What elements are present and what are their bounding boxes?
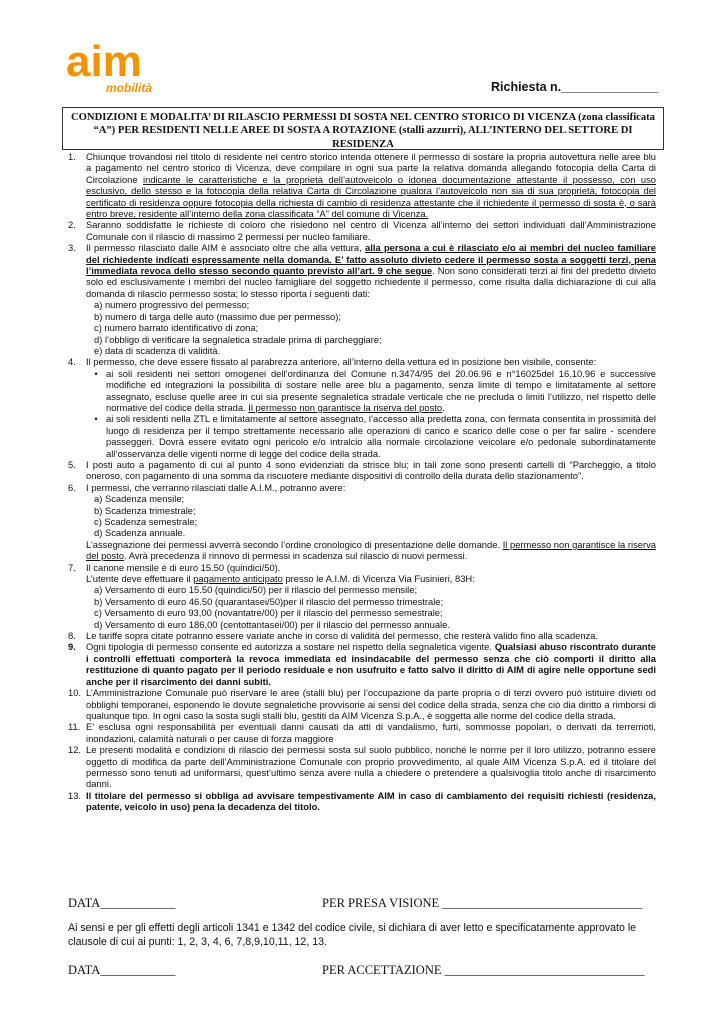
item-6: 6. I permessi, che verranno rilasciati dalle A.I.M., potranno avere: [68, 481, 346, 493]
item-4: 4. Il permesso, che deve essere fissato al parabrezza anteriore, all’interno della vettura ed in posizione ben visibile, consente: [68, 356, 597, 368]
signature-presa-visione [68, 896, 660, 911]
item-5: 5. I posti auto a pagamento di cui al punto 4 sono evidenziati da strisce blu; in tali zone sono presenti cartelli di “Parcheggio, a titolo oneroso, con pagamento di una somma da riscuotere mediante dispositivi di controllo della durata dello stazionamento”. [68, 458, 656, 482]
item-12: 12. Le presenti modalità e condizioni di rilascio dei permessi sosta sul suolo pubblico, nonché le norme per il loro utilizzo, potranno essere oggetto di modifica da parte dell’Amministrazione Comunale con proprio provvedimento, al quale AIM Vicenza S.p.A. ed il titolare del permesso sono tenuti ad uniformarsi, quest’ultimo senza avere nulla a chiedere o pretendere a qualsivoglia titolo anche di risarcimento danni. [68, 744, 656, 790]
item-3: 3. Il permesso rilasciato dalle AIM è associato oltre che alla vettura, alla persona a cui è rilasciato e/o ai membri del nucleo familiare del richiedente indicati espressamente nella domanda. E’ fatto assoluto divieto cedere il permesso sosta a soggetti terzi, pena l’immediata revoca dello stesso secondo quanto previsto all’art. 9 che segue. Non sono considerati terzi ai fini del predetto divieto solo ed esclusivamente i membri del nucleo famigliare del soggetto richiedente il permesso, come risulta dalla dichiarazione di cui alla domanda di rilascio permesso sosta; lo stesso riporta i seguenti dati: [68, 242, 657, 299]
item-7-list: a) Versamento di euro 15.50 (quindici/50) per il rilascio del permesso mensile; b) Versamento di euro 46.50 (quarantasei/50)per il rilascio del permesso trimestrale; c) Versamento di euro 93,00 (novantatre/00) per il rilascio del permesso semestrale; d) Versamento di euro 186,00 (centottantasei/00) per il rilascio del permesso annuale. [94, 584, 450, 630]
item-10: 10. L’Amministrazione Comunale può riservare le aree (stalli blu) per l’occupazione da parte propria o di terzi ovvero può istituire divieti od obblighi temporanei, esponendo le dovute segnaletiche provvisorie ai sensi del codice della strada, senza che ciò dia diritto a rimborsi di qualunque tipo. In ogni caso la sosta sugli stalli blu, gestiti da AIM Vicenza S.p.A., è soggetta alle norme del codice della strada. [68, 687, 656, 721]
document-title: CONDIZIONI E MODALITA’ DI RILASCIO PERMESSI DI SOSTA NEL CENTRO STORICO DI VICENZA (zona classificata “A”) PER RESIDENTI NELLE AREE DI SOSTA A ROTAZIONE (stalli azzurri), ALL’INTERNO DEL SETTORE DI RESIDENZA [62, 107, 664, 150]
aim-mobilita-logo [66, 40, 166, 96]
conditions-list [68, 151, 656, 813]
item-9: 9. Ogni tipologia di permesso consente ed autorizza a sostare nel rispetto della segnaletica vigente. Qualsiasi abuso riscontrato durante i controlli effettuati comporterà la revoca immediata ed insindacabile del permesso senza che ciò comporti il diritto alla restituzione di quanto pagato per il periodo residuale e non usufruito e fatto salvo il diritto di AIM di agire nelle opportune sedi anche per il risarcimento dei danni subiti. [68, 641, 656, 687]
date-field-1[interactable]: DATA____________ [68, 896, 176, 910]
item-7-paragraph: L’utente deve effettuare il pagamento anticipato presso le A.I.M. di Vicenza Via Fusinieri, 83H: [86, 573, 475, 585]
item-6-paragraph: L’assegnazione dei permessi avverrà secondo l’ordine cronologico di presentazione delle domande. Il permesso non garantisce la riserva del posto. Avrà precedenza il rinnovo di permessi in scadenza sul rilascio di nuovi permessi. [86, 538, 657, 562]
item-4-bullet-2: • ai soli residenti nella ZTL e limitatamente al settore assegnato, l’accesso alla predetta zona, con fermata consentita in prossimità del luogo di residenza per il tempo strettamente necessario alle operazioni di carico e scarico delle cose o per far salire - scendere passeggeri. Dovrà essere evitato ogni pericolo e/o intralcio alla normale circolazione veicolare e/o pedonale subordinatamente all’osservanza delle vigenti norme di legge del codice della strada. [94, 413, 656, 459]
item-6-list: a) Scadenza mensile; b) Scadenza trimestrale; c) Scadenza semestrale; d) Scadenza annuale. [94, 493, 198, 539]
logo-brand: aim [66, 40, 142, 86]
item-1: 1. Chiunque trovandosi nel titolo di residente nel centro storico intenda ottenere il permesso di sostare la propria autovettura nelle aree blu a pagamento nel centro storico di Vicenza, deve compilare in ogni sua parte la relativa domanda allegando fotocopia della Carta di Circolazione indicante le caratteristiche e la proprietà dell’autoveicolo o idonea documentazione attestante il possesso, con uso esclusivo, dello stesso e la fotocopia della relativa Carta di Circolazione qualora l’autoveicolo non sia di sua proprietà, fotocopia del certificato di residenza oppure fotocopia della richiesta di cambio di residenza attestante che il richiedente il permesso di sosta è, o sarà entro breve, residente all’interno della zona classificata “A” del comune di Vicenza. [68, 151, 656, 220]
item-8: 8. Le tariffe sopra citate potranno essere variate anche in corso di validità del permesso, che resterà valido fino alla scadenza. [68, 630, 599, 642]
presa-visione-field[interactable]: PER PRESA VISIONE ________________________________ [322, 896, 643, 910]
accettazione-field[interactable]: PER ACCETTAZIONE ________________________________ [322, 963, 645, 977]
item-2: 2. Saranno soddisfatte le richieste di coloro che risiedono nel centro di Vicenza all’interno dei settori individuati dall’Amministrazione Comunale con il rilascio di massimo 2 permessi per nucleo familiare. [68, 219, 656, 242]
item-7: 7. Il canone mensile è di euro 15.50 (quindici/50). [68, 561, 281, 573]
date-field-2[interactable]: DATA____________ [68, 963, 176, 977]
richiesta-number: Richiesta n.______________ [491, 80, 659, 94]
logo-sub: mobilità [106, 81, 153, 95]
item-3-list: a) numero progressivo del permesso; b) numero di targa delle auto (massimo due per permesso); c) numero barrato identificativo di zona; d) l’obbligo di verificare la segnaletica stradale prima di parcheggiare; e) data di scadenza di validità. [94, 299, 382, 356]
item-4-bullet-1: • ai soli residenti nei settori omogenei dell’ordinanza del Comune n.3474/95 del 20.06.96 e n°16025del 16.10.96 e successive modifiche ed integrazioni la possibilità di sostare nelle aree blu a pagamento, senza limite di tempo e limitatamente al settore assegnato, escluse quelle aree in cui sia presente segnaletica stradale verticale che ne precluda o limiti l’utilizzo, nel rispetto delle normative del codice della strada. Il permesso non garantisce la riserva del posto. [94, 367, 656, 413]
signature-accettazione [68, 963, 660, 978]
item-11: 11. E’ esclusa ogni responsabilità per eventuali danni causati da atti di vandalismo, furti, sommosse popolari, o derivati da terremoti, inondazioni, calamità naturali o per cause di forza maggiore [68, 721, 656, 744]
item-13: 13. Il titolare del permesso si obbliga ad avvisare tempestivamente AIM in caso di cambiamento dei requisiti richiesti (residenza, patente, veicolo in uso) pena la decadenza del titolo. [68, 789, 656, 813]
consent-clause: Ai sensi e per gli effetti degli articoli 1341 e 1342 del codice civile, si dichiara di aver letto e specificatamente approvato le clausole di cui ai punti: 1, 2, 3, 4, 6, 7,8,9,10,11, 12, 13. [68, 922, 637, 948]
